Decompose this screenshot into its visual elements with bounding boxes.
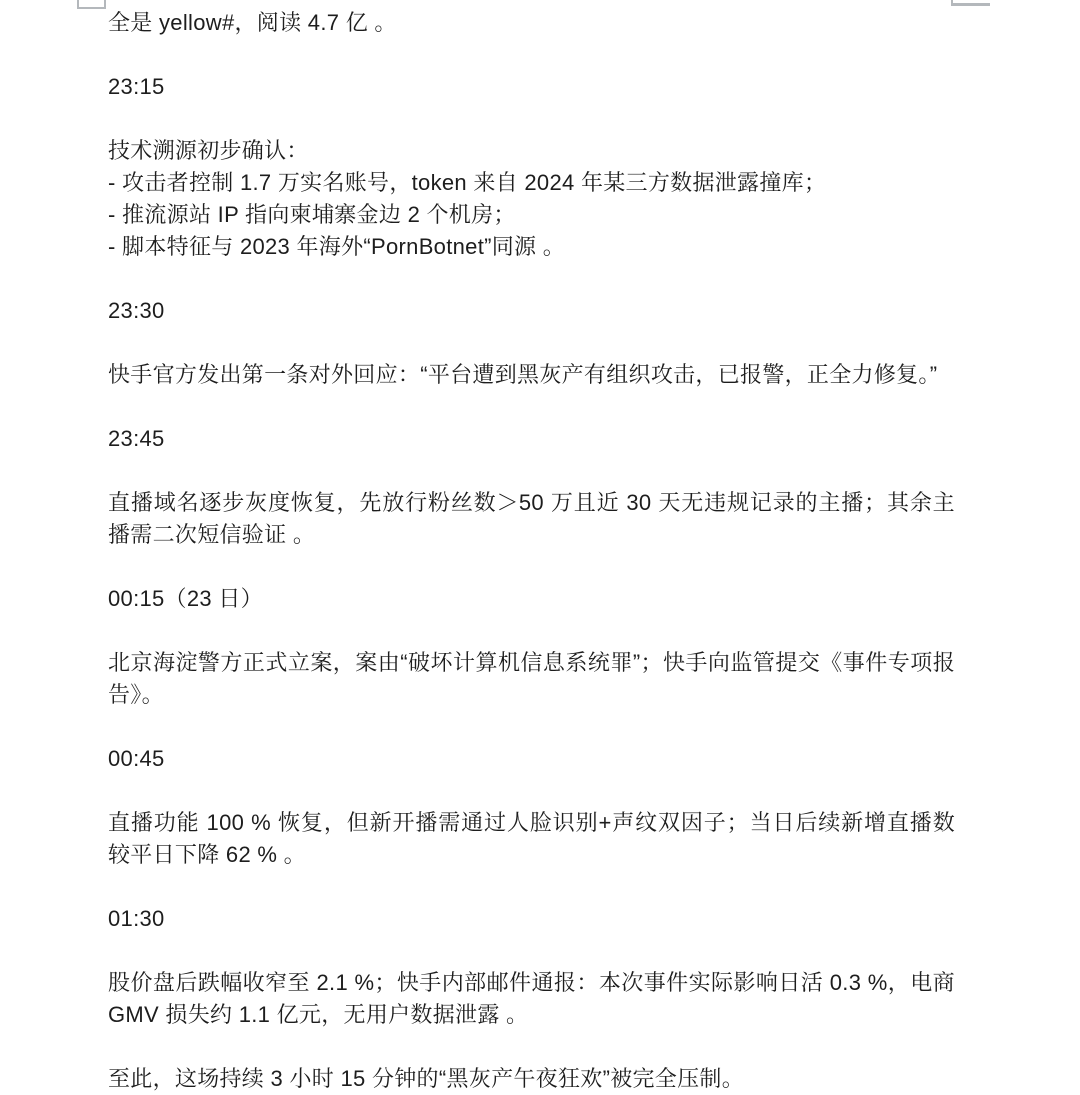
timestamp: 23:45 xyxy=(108,426,165,451)
cropped-box-corner-left-icon xyxy=(77,0,106,9)
timestamp: 00:45 xyxy=(108,746,165,771)
timestamp: 23:30 xyxy=(108,298,165,323)
timestamp: 23:15 xyxy=(108,74,165,99)
paragraph: 全是 yellow#，阅读 4.7 亿 。 xyxy=(108,10,397,35)
paragraph: 直播功能 100 % 恢复，但新开播需通过人脸识别+声纹双因子；当日后续新增直播数较平日下降 62 % 。 xyxy=(108,810,955,867)
paragraph: 快手官方发出第一条对外回应：“平台遭到黑灰产有组织攻击，已报警，正全力修复。” xyxy=(108,362,938,387)
cropped-box-corner-right-icon xyxy=(951,0,990,6)
timestamp: 01:30 xyxy=(108,906,165,931)
list-item: - 推流源站 IP 指向柬埔寨金边 2 个机房； xyxy=(108,202,516,227)
paragraph: 直播域名逐步灰度恢复，先放行粉丝数＞50 万且近 30 天无违规记录的主播；其余主播需二次短信验证 。 xyxy=(108,490,955,547)
paragraph: 至此，这场持续 3 小时 15 分钟的“黑灰产午夜狂欢”被完全压制。 xyxy=(108,1066,745,1091)
list-item: - 脚本特征与 2023 年海外“PornBotnet”同源 。 xyxy=(108,234,566,259)
timestamp: 00:15（23 日） xyxy=(108,586,263,611)
paragraph: 股价盘后跌幅收窄至 2.1 %；快手内部邮件通报：本次事件实际影响日活 0.3 %，电商 GMV 损失约 1.1 亿元，无用户数据泄露 。 xyxy=(108,970,962,1027)
list-item: - 攻击者控制 1.7 万实名账号，token 来自 2024 年某三方数据泄露撞库； xyxy=(108,170,827,195)
paragraph: 北京海淀警方正式立案，案由“破坏计算机信息系统罪”；快手向监管提交《事件专项报告》。 xyxy=(108,650,955,707)
paragraph: 技术溯源初步确认： xyxy=(108,138,309,163)
document-page xyxy=(108,7,962,1095)
